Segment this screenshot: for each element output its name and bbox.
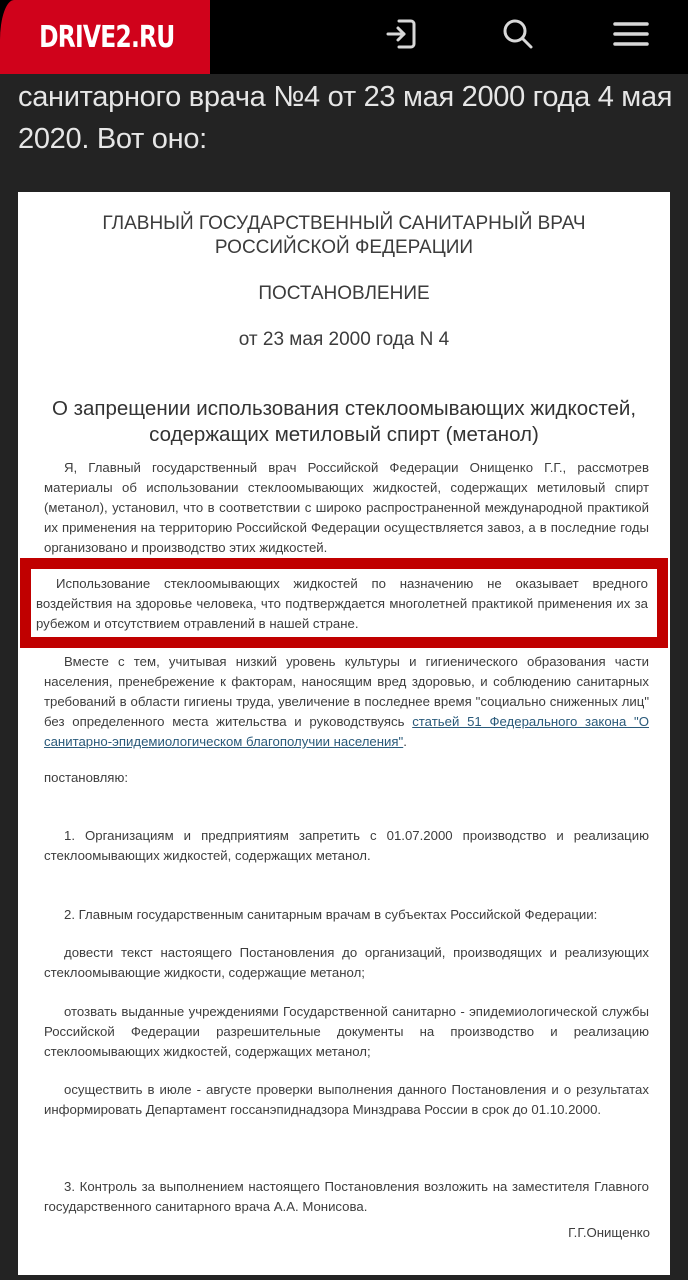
document-image <box>18 192 670 1275</box>
doc-item-2c: осуществить в июле - августе проверки выполнения данного Постановления и о результатах информировать Департамент госсанэпиднадзора Минздрава России в срок до 01.10.2000. <box>44 1082 649 1117</box>
doc-item-3: 3. Контроль за выполнением настоящего Постановления возложить на заместителя Главного государственного санитарного врача А.А. Монисова. <box>44 1179 649 1214</box>
doc-title-line1: О запрещении использования стеклоомывающих жидкостей, <box>51 397 637 420</box>
doc-type: ПОСТАНОВЛЕНИЕ <box>258 283 430 304</box>
doc-title-line2: содержащих метиловый спирт (метанол) <box>149 423 539 446</box>
law-article-link[interactable]: статьей 51 Федерального закона "О санитарно-эпидемиологическом благополучии населения" <box>44 714 649 749</box>
search-button[interactable] <box>496 12 540 56</box>
doc-resolve: постановляю: <box>44 770 129 785</box>
doc-signature: Г.Г.Онищенко <box>568 1225 650 1240</box>
doc-item-2b: отозвать выданные учреждениями Государственной санитарно - эпидемиологической службы Российской Федерации разрешительные документы на производство и реализацию стеклоомывающих жидкостей, содержащих метанол; <box>44 1004 649 1059</box>
menu-icon <box>612 17 650 51</box>
logo-text: DRIVE2.RU <box>39 19 175 55</box>
doc-paragraph-intro: Я, Главный государственный врач Российской Федерации Онищенко Г.Г., рассмотрев материалы об использовании стеклоомывающих жидкостей, содержащих метиловый спирт (метанол), установил, что в соответствии с широко распространенной международной практикой их применения на территорию Российской Федерации осуществляется завоз, а в последние годы организовано и производство этих жидкостей. <box>44 460 649 555</box>
doc-paragraph-highlighted: Использование стеклоомывающих жидкостей по назначению не оказывает вредного воздействия на здоровье человека, что подтверждается многолетней практикой применения их за рубежом и отсутствием отравлений в нашей стране. <box>36 576 648 631</box>
doc-item-1: 1. Организациям и предприятиям запретить с 01.07.2000 производство и реализацию стеклоомывающих жидкостей, содержащих метанол. <box>44 828 649 863</box>
doc-item-2a: довести текст настоящего Постановления до организаций, производящих и реализующих стеклоомывающие жидкости, содержащие метанол; <box>44 945 649 980</box>
top-navigation-bar <box>0 0 688 74</box>
doc-authority-line2: РОССИЙСКОЙ ФЕДЕРАЦИИ <box>214 237 474 258</box>
doc-paragraph-context <box>44 652 649 752</box>
site-logo[interactable] <box>0 0 210 74</box>
doc-authority-line1: ГЛАВНЫЙ ГОСУДАРСТВЕННЫЙ САНИТАРНЫЙ ВРАЧ <box>102 213 586 234</box>
search-icon <box>500 16 536 52</box>
highlight-frame <box>20 558 668 648</box>
doc-item-2: 2. Главным государственным санитарным врачам в субъектах Российской Федерации: <box>64 907 598 922</box>
menu-button[interactable] <box>609 12 653 56</box>
context-end: . <box>403 734 407 749</box>
post-text: санитарного врача №4 от 23 мая 2000 года 4 мая 2020. Вот оно: <box>18 81 673 155</box>
context-text: Вместе с тем, учитывая низкий уровень культуры и гигиенического образования части населения, пренебрежение к факторам, наносящим вред здоровью, и соблюдению санитарных требований в области гигиены труда, увеличение в последнее время "социально сниженных лиц" без определенного места жительства и руководствуясь <box>44 654 649 729</box>
login-button[interactable] <box>380 12 424 56</box>
login-icon <box>384 16 420 52</box>
doc-date: от 23 мая 2000 года N 4 <box>238 329 450 350</box>
